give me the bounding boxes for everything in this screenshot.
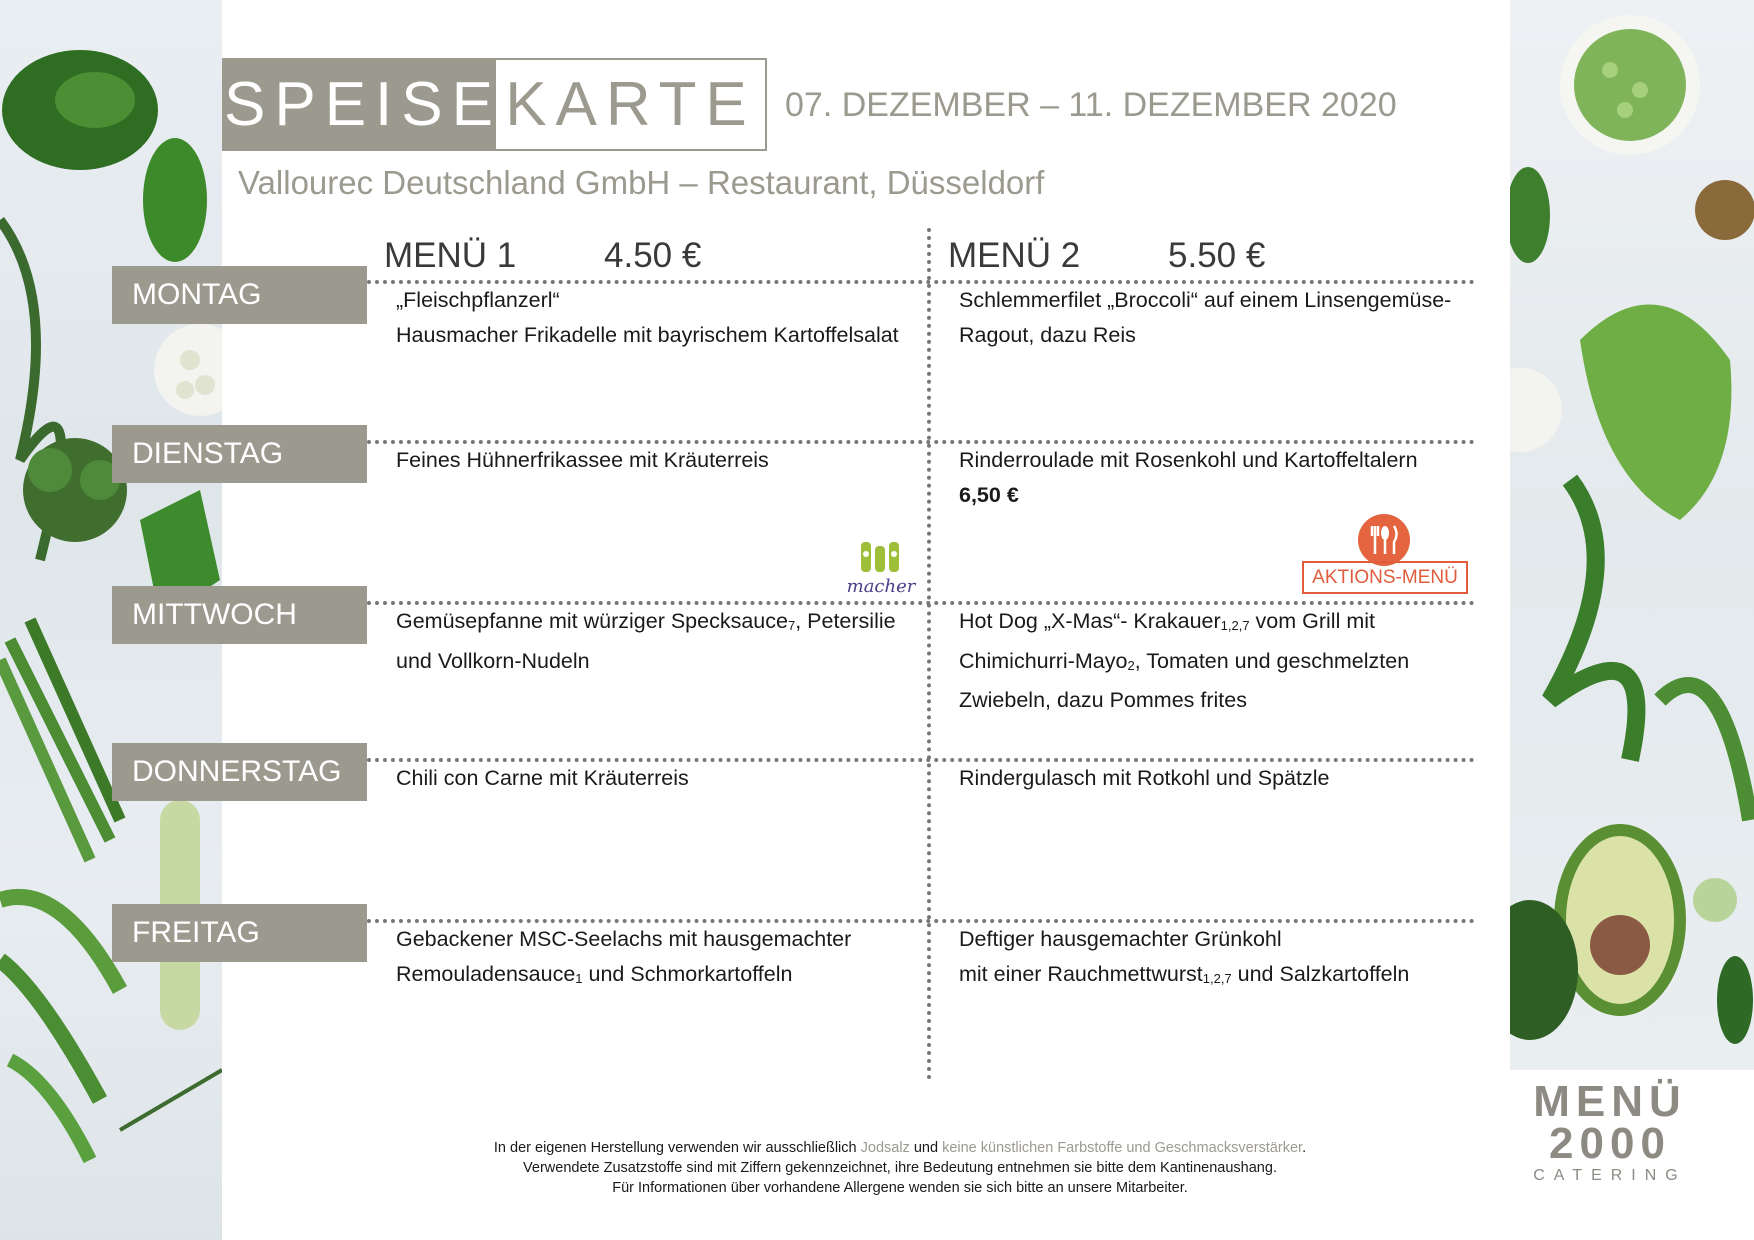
footer-line-3: Für Informationen über vorhandene Allergene wenden sie sich bitte an unsere Mitarbeiter. bbox=[612, 1180, 1188, 1196]
footer-note bbox=[300, 1138, 1500, 1198]
menu2000-logo bbox=[1520, 1077, 1700, 1190]
title-speise: SPEISE bbox=[224, 60, 496, 149]
macher-icon bbox=[843, 540, 919, 598]
dish-line: Remouladensauce$_1$ und Schmorkartoffeln bbox=[396, 961, 793, 986]
dish-line: Chimichurri-Mayo$_2$, Tomaten und geschmelzten bbox=[959, 648, 1410, 673]
day-label-freitag: FREITAG bbox=[112, 904, 367, 962]
dish-montag-menu2 bbox=[959, 283, 1459, 352]
title-karte: KARTE bbox=[505, 70, 756, 139]
macher-logo bbox=[843, 540, 919, 598]
dish-line: und Vollkorn-Nudeln bbox=[396, 648, 590, 673]
menu2-price: 5.50 € bbox=[1168, 236, 1266, 275]
dish-line: Gemüsepfanne mit würziger Specksauce$_7$, Petersilie bbox=[396, 609, 896, 633]
vegetables-photo-right bbox=[1510, 0, 1754, 1070]
dish-line: Deftiger hausgemachter Grünkohl bbox=[959, 927, 1282, 951]
additive-number: 1 bbox=[575, 970, 583, 986]
dish-dienstag-menu1 bbox=[396, 443, 906, 478]
dish-line: Zwiebeln, dazu Pommes frites bbox=[959, 688, 1247, 712]
additive-number: 1,2,7 bbox=[1202, 970, 1232, 986]
dish-line: Chili con Carne mit Kräuterreis bbox=[396, 766, 689, 790]
menu1-label: MENÜ 1 bbox=[384, 236, 517, 275]
dish-line: Hot Dog „X-Mas“- Krakauer$_{1,2,7}$ vom Grill mit bbox=[959, 609, 1375, 633]
dish-line: Schlemmerfilet „Broccoli“ auf einem Linsengemüse- bbox=[959, 288, 1452, 312]
dish-donnerstag-menu1 bbox=[396, 761, 906, 796]
special-price: 6,50 € bbox=[959, 482, 1019, 507]
company-name: Vallourec Deutschland GmbH – Restaurant, Düsseldorf bbox=[238, 164, 1045, 201]
dish-donnerstag-menu2 bbox=[959, 761, 1459, 796]
cutlery-icon bbox=[1358, 514, 1410, 566]
dish-freitag-menu1 bbox=[396, 922, 906, 996]
macher-text: macher bbox=[846, 576, 916, 597]
additive-number: 1,2,7 bbox=[1220, 618, 1250, 633]
title-box bbox=[222, 58, 767, 151]
dish-line: Hausmacher Frikadelle mit bayrischem Kartoffelsalat bbox=[396, 322, 899, 347]
day-label-dienstag: DIENSTAG bbox=[112, 425, 367, 483]
logo-line-3: CATERING bbox=[1533, 1167, 1687, 1184]
day-label-montag: MONTAG bbox=[112, 266, 367, 324]
date-range: 07. DEZEMBER – 11. DEZEMBER 2020 bbox=[785, 86, 1397, 124]
aktions-menu-badge: AKTIONS-MENÜ bbox=[1302, 561, 1468, 594]
dish-montag-menu1 bbox=[396, 283, 906, 352]
logo-line-2: 2000 bbox=[1549, 1119, 1671, 1168]
logo-line-1: MENÜ bbox=[1533, 1077, 1687, 1126]
vegetables-illustration-right bbox=[1510, 0, 1754, 1070]
additive-number: 2 bbox=[1127, 657, 1135, 673]
dish-freitag-menu2 bbox=[959, 922, 1459, 996]
dish-line: Gebackener MSC-Seelachs mit hausgemachter bbox=[396, 927, 852, 951]
column-divider bbox=[927, 228, 931, 1080]
footer-line-1: In der eigenen Herstellung verwenden wir ausschließlich Jodsalz und keine künstlichen Farbstoffe und Geschmacksverstärker. bbox=[493, 1140, 1307, 1156]
menu2-label: MENÜ 2 bbox=[948, 236, 1081, 275]
day-label-mittwoch: MITTWOCH bbox=[112, 586, 367, 644]
menu1-price: 4.50 € bbox=[604, 236, 702, 275]
additive-number: 7 bbox=[787, 618, 796, 633]
dish-line: mit einer Rauchmettwurst$_{1,2,7}$ und Salzkartoffeln bbox=[959, 961, 1410, 986]
dish-mittwoch-menu2 bbox=[959, 604, 1459, 718]
footer-line-2: Verwendete Zusatzstoffe sind mit Ziffern gekennzeichnet, ihre Bedeutung entnehmen sie bitte dem Kantinenaushang. bbox=[523, 1160, 1277, 1176]
day-label-donnerstag: DONNERSTAG bbox=[112, 743, 367, 801]
dish-line: Ragout, dazu Reis bbox=[959, 322, 1136, 347]
dish-line: Rinderroulade mit Rosenkohl und Kartoffeltalern bbox=[959, 448, 1418, 472]
dish-dienstag-menu2 bbox=[959, 443, 1459, 512]
dish-line: „Fleischpflanzerl“ bbox=[396, 288, 560, 312]
dish-line: Feines Hühnerfrikassee mit Kräuterreis bbox=[396, 448, 769, 472]
dish-line: Rindergulasch mit Rotkohl und Spätzle bbox=[959, 766, 1330, 790]
dish-mittwoch-menu1 bbox=[396, 604, 906, 678]
